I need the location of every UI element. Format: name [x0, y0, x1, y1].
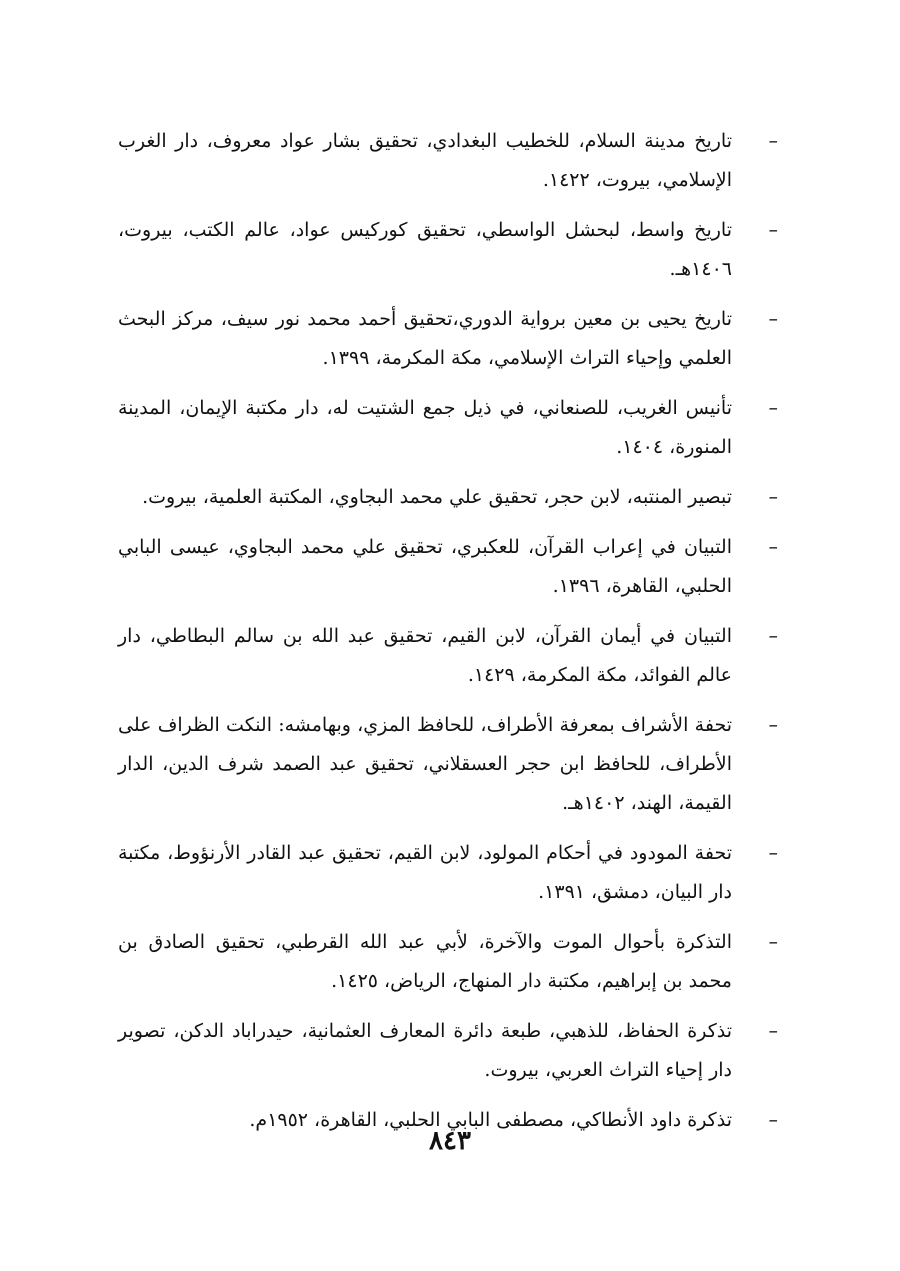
- entry-dash: –: [768, 308, 778, 330]
- entry-dash: –: [768, 1020, 778, 1042]
- entry-dash: –: [768, 625, 778, 647]
- entry-text: التبيان في أيمان القرآن، لابن القيم، تحقيق عبد الله بن سالم البطاطي، دار عالم الفوائد، مكة المكرمة، ١٤٢٩.: [118, 625, 732, 686]
- entry-text: تذكرة الحفاظ، للذهبي، طبعة دائرة المعارف العثمانية، حيدراباد الدكن، تصوير دار إحياء التراث العربي، بيروت.: [118, 1020, 732, 1081]
- entry-text: تذكرة داود الأنطاكي، مصطفى البابي الحلبي، القاهرة، ١٩٥٢م.: [249, 1109, 732, 1131]
- bibliography-list: [118, 122, 778, 1151]
- entry-text: تاريخ واسط، لبحشل الواسطي، تحقيق كوركيس عواد، عالم الكتب، بيروت، ١٤٠٦هـ.: [118, 219, 732, 280]
- bibliography-entry: [118, 617, 778, 695]
- bibliography-entry: [118, 528, 778, 606]
- entry-dash: –: [768, 714, 778, 736]
- page-number: ٨٤٣: [429, 1126, 471, 1156]
- entry-text: تاريخ يحيى بن معين برواية الدوري،تحقيق أحمد محمد نور سيف، مركز البحث العلمي وإحياء التراث الإسلامي، مكة المكرمة، ١٣٩٩.: [118, 308, 732, 369]
- bibliography-entry: [118, 211, 778, 289]
- entry-dash: –: [768, 397, 778, 419]
- entry-text: التذكرة بأحوال الموت والآخرة، لأبي عبد الله القرطبي، تحقيق الصادق بن محمد بن إبراهيم، مكتبة دار المنهاج، الرياض، ١٤٢٥.: [118, 931, 732, 992]
- bibliography-entry: [118, 706, 778, 823]
- entry-text: تأنيس الغريب، للصنعاني، في ذيل جمع الشتيت له، دار مكتبة الإيمان، المدينة المنورة، ١٤٠٤.: [118, 397, 732, 458]
- entry-text: تحفة المودود في أحكام المولود، لابن القيم، تحقيق عبد القادر الأرنؤوط، مكتبة دار البيان، دمشق، ١٣٩١.: [118, 842, 732, 903]
- entry-dash: –: [768, 536, 778, 558]
- bibliography-entry: [118, 1012, 778, 1090]
- entry-text: تاريخ مدينة السلام، للخطيب البغدادي، تحقيق بشار عواد معروف، دار الغرب الإسلامي، بيروت، ١٤٢٢.: [118, 130, 732, 191]
- bibliography-entry: [118, 923, 778, 1001]
- entry-dash: –: [768, 1109, 778, 1131]
- entry-dash: –: [768, 931, 778, 953]
- bibliography-entry: [118, 389, 778, 467]
- entry-dash: –: [768, 130, 778, 152]
- entry-dash: –: [768, 219, 778, 241]
- bibliography-entry: [118, 122, 778, 200]
- entry-text: تحفة الأشراف بمعرفة الأطراف، للحافظ المزي، وبهامشه: النكت الظراف على الأطراف، للحافظ ابن حجر العسقلاني، تحقيق عبد الصمد شرف الدين، الدار القيمة، الهند، ١٤٠٢هـ.: [118, 714, 732, 814]
- entry-text: التبيان في إعراب القرآن، للعكبري، تحقيق علي محمد البجاوي، عيسى البابي الحلبي، القاهرة، ١٣٩٦.: [118, 536, 732, 597]
- bibliography-entry: [118, 300, 778, 378]
- entry-text: تبصير المنتبه، لابن حجر، تحقيق علي محمد البجاوي، المكتبة العلمية، بيروت.: [142, 486, 732, 508]
- entry-dash: –: [768, 842, 778, 864]
- bibliography-entry: [118, 834, 778, 912]
- bibliography-entry: [118, 478, 778, 517]
- entry-dash: –: [768, 486, 778, 508]
